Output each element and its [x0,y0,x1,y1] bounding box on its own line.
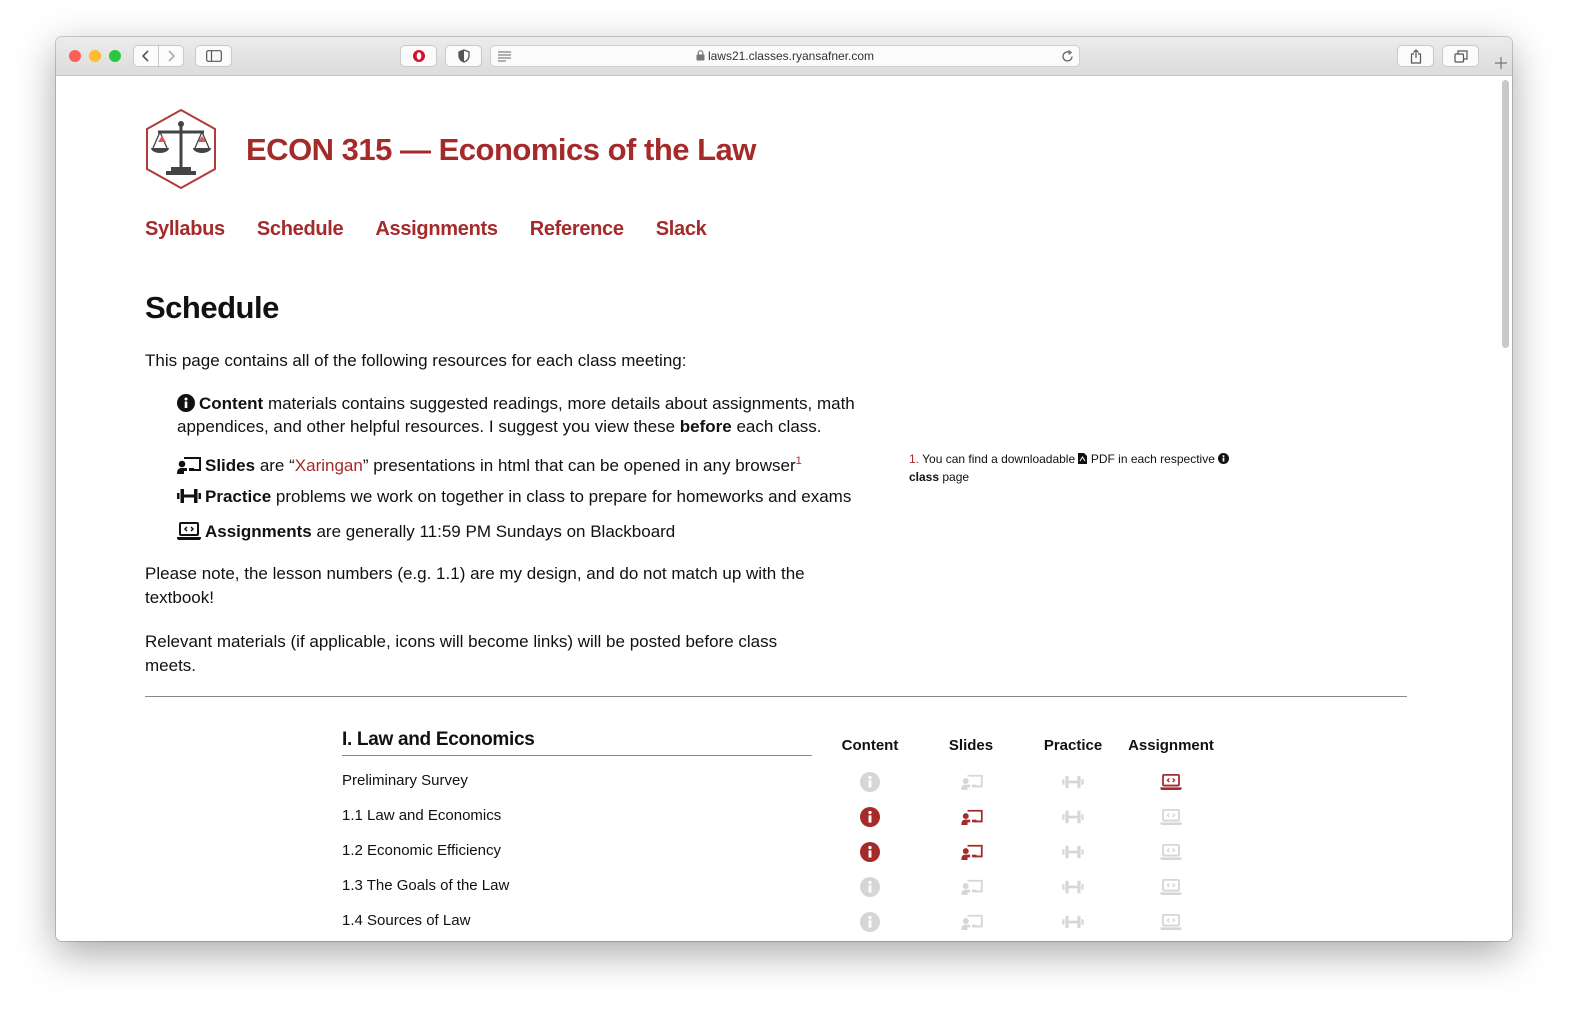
laptop-code-icon [177,522,201,540]
content-info-circle-icon [858,911,882,933]
forward-button[interactable] [158,45,184,67]
browser-toolbar [56,37,1512,76]
url-text: laws21.classes.ryansafner.com [707,49,875,63]
chevron-left-icon [142,50,150,62]
extension-shield-button[interactable] [445,45,482,67]
schedule-row-label: 1.2 Economic Efficiency [342,842,501,859]
slides-chalkboard-teacher-icon [960,911,984,933]
practice-dumbbell-icon [1061,911,1085,933]
column-header-content: Content [841,737,899,754]
site-title[interactable]: ECON 315 — Economics of the Law [246,132,756,167]
back-button[interactable] [133,45,159,67]
share-button[interactable] [1397,45,1434,67]
practice-dumbbell-icon [1061,806,1085,828]
lock-icon [696,50,705,61]
reload-icon[interactable] [1061,50,1074,63]
slides-label: Slides [205,456,256,475]
scrollbar[interactable] [1502,80,1509,348]
content-info-circle-icon[interactable] [858,841,882,863]
dumbbell-icon [177,487,201,505]
sidebar-icon [206,50,222,62]
schedule-row-label: 1.3 The Goals of the Law [342,877,510,894]
main-nav [145,218,739,241]
materials-note: Relevant materials (if applicable, icons will become links) will be posted before class meets. [145,632,778,675]
sidenote: 1. You can find a downloadable PDF in each respective class page [909,450,1249,486]
resource-practice: Practice problems we work on together in class to prepare for homeworks and exams [177,485,877,508]
browser-window [56,37,1512,941]
resource-assignments: Assignments are generally 11:59 PM Sundays on Blackboard [177,520,877,543]
footnote-marker[interactable]: 1 [795,455,802,467]
plus-icon [1495,57,1507,69]
extension-opera-button[interactable] [400,45,437,67]
assignment-laptop-code-icon [1159,841,1183,863]
nav-schedule[interactable]: Schedule [256,218,344,240]
shield-icon [458,49,470,63]
new-tab-button[interactable] [1490,51,1512,75]
extension-red-icon [412,49,426,63]
zoom-window-button[interactable] [109,50,121,62]
info-circle-icon [177,394,195,412]
tabs-overview-button[interactable] [1442,45,1479,67]
column-header-practice: Practice [1043,737,1103,754]
nav-reference[interactable]: Reference [529,218,624,240]
lesson-number-note: Please note, the lesson numbers (e.g. 1.1) are my design, and do not match up with the textbook! [145,564,805,607]
info-circle-icon [1218,453,1229,464]
assignment-laptop-code-icon [1159,806,1183,828]
tabs-icon [1454,50,1468,63]
schedule-row-label: 1.4 Sources of Law [342,912,471,929]
assignments-label: Assignments [205,522,312,541]
intro-text: This page contains all of the following resources for each class meeting: [145,351,687,370]
assignment-laptop-code-icon[interactable] [1159,771,1183,793]
slides-chalkboard-teacher-icon[interactable] [960,841,984,863]
practice-dumbbell-icon [1061,876,1085,898]
minimize-window-button[interactable] [89,50,101,62]
content-info-circle-icon [858,876,882,898]
resource-content: Content materials contains suggested readings, more details about assignments, math appendices, and other helpful resources. I suggest you view these before each class. [177,394,855,436]
column-header-slides: Slides [948,737,994,754]
resource-slides: Slides are “Xaringan” presentations in html that can be opened in any browser$^1$ [177,450,877,477]
sidebar-toggle-button[interactable] [195,45,232,67]
practice-dumbbell-icon [1061,841,1085,863]
practice-label: Practice [205,487,272,506]
practice-dumbbell-icon [1061,771,1085,793]
chalkboard-teacher-icon [177,456,201,474]
xaringan-link[interactable]: Xaringan [294,456,363,475]
nav-assignments[interactable]: Assignments [375,218,498,240]
content-info-circle-icon [858,771,882,793]
schedule-row-label: 1.1 Law and Economics [342,807,502,824]
assignment-laptop-code-icon [1159,911,1183,933]
close-window-button[interactable] [69,50,81,62]
share-icon [1410,49,1422,64]
column-header-assignment: Assignment [1128,737,1214,754]
chevron-right-icon [167,50,175,62]
course-logo-scales-icon[interactable] [144,108,218,190]
web-page [56,76,1512,941]
nav-syllabus[interactable]: Syllabus [145,218,225,240]
address-bar[interactable] [490,45,1080,67]
content-info-circle-icon[interactable] [858,806,882,828]
assignment-laptop-code-icon [1159,876,1183,898]
page-title: Schedule [145,290,279,325]
schedule-row-label: Preliminary Survey [342,772,468,789]
divider [145,696,1407,697]
section-title: I. Law and Economics [342,729,812,756]
nav-slack[interactable]: Slack [655,218,707,240]
content-label: Content [199,394,264,413]
slides-chalkboard-teacher-icon [960,771,984,793]
slides-chalkboard-teacher-icon[interactable] [960,806,984,828]
slides-chalkboard-teacher-icon [960,876,984,898]
